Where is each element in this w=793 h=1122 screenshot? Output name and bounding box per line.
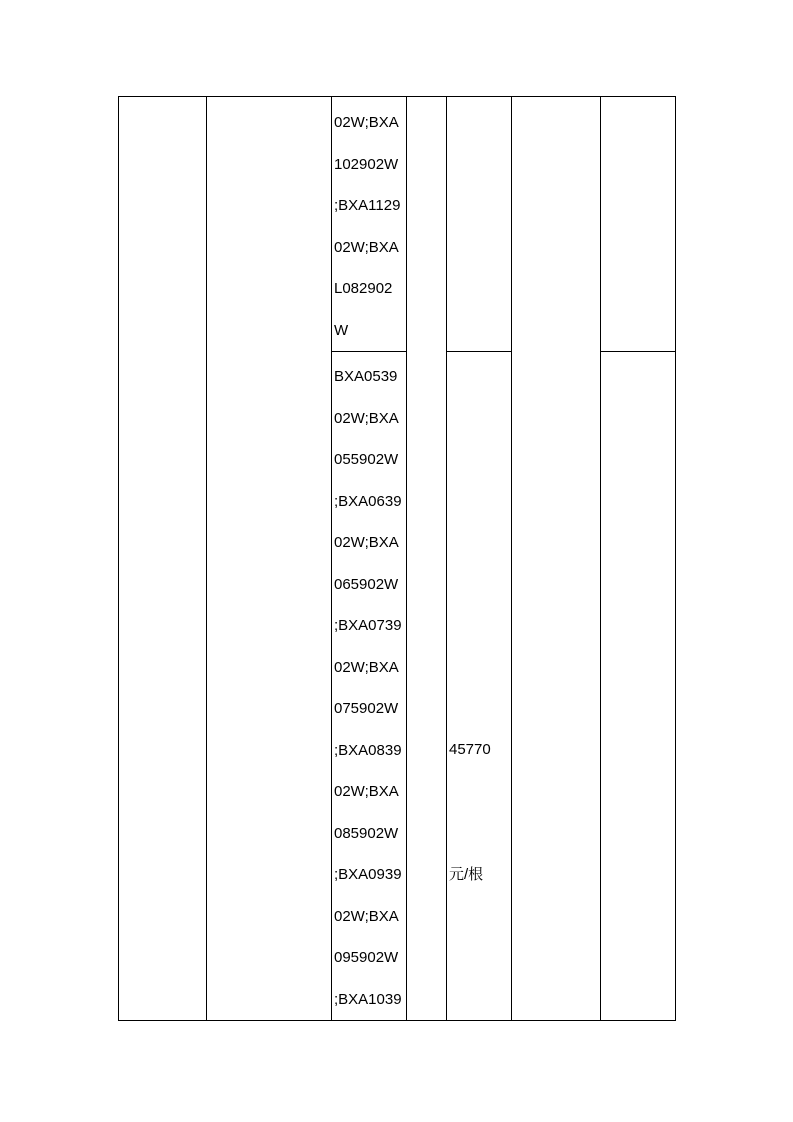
- model-number-line: 065902W: [334, 575, 399, 593]
- model-number-line: 02W;BXA: [334, 409, 399, 427]
- product-table: [118, 96, 676, 1021]
- model-number-line: 02W;BXA: [334, 658, 399, 676]
- model-number-line: ;BXA1039: [334, 990, 402, 1008]
- row-divider-model-column: [331, 351, 407, 352]
- model-number-line: 02W;BXA: [334, 783, 399, 800]
- model-number-line: 102902W: [334, 155, 399, 173]
- model-number-line: 055902W: [334, 451, 399, 468]
- model-number-line: ;BXA0739: [334, 617, 402, 634]
- model-numbers-cell-row1: [334, 102, 400, 351]
- price-cell: [449, 646, 491, 978]
- price-unit: 元/根: [449, 865, 484, 883]
- price-value: 45770: [449, 741, 491, 758]
- model-number-line: 075902W: [334, 700, 399, 717]
- model-numbers-cell-row2: [334, 356, 402, 1020]
- model-number-line: ;BXA0839: [334, 741, 402, 759]
- model-number-line: 02W;BXA: [334, 114, 399, 131]
- model-number-line: W: [334, 321, 349, 339]
- column-divider-5: [511, 97, 512, 1020]
- model-number-line: ;BXA0639: [334, 492, 402, 510]
- column-divider-6: [600, 97, 601, 1020]
- model-number-line: 02W;BXA: [334, 238, 399, 256]
- model-number-line: ;BXA1129: [334, 197, 401, 214]
- row-divider-price-column: [446, 351, 512, 352]
- model-number-line: 085902W: [334, 824, 399, 842]
- model-number-line: L082902: [334, 280, 393, 297]
- model-number-line: ;BXA0939: [334, 866, 402, 883]
- column-divider-4: [446, 97, 447, 1020]
- model-number-line: 02W;BXA: [334, 907, 399, 925]
- row-divider-last-column: [600, 351, 676, 352]
- column-divider-1: [206, 97, 207, 1020]
- column-divider-3: [406, 97, 407, 1020]
- model-number-line: 095902W: [334, 949, 399, 966]
- column-divider-2: [331, 97, 332, 1020]
- model-number-line: BXA0539: [334, 368, 398, 385]
- model-number-line: 02W;BXA: [334, 534, 399, 551]
